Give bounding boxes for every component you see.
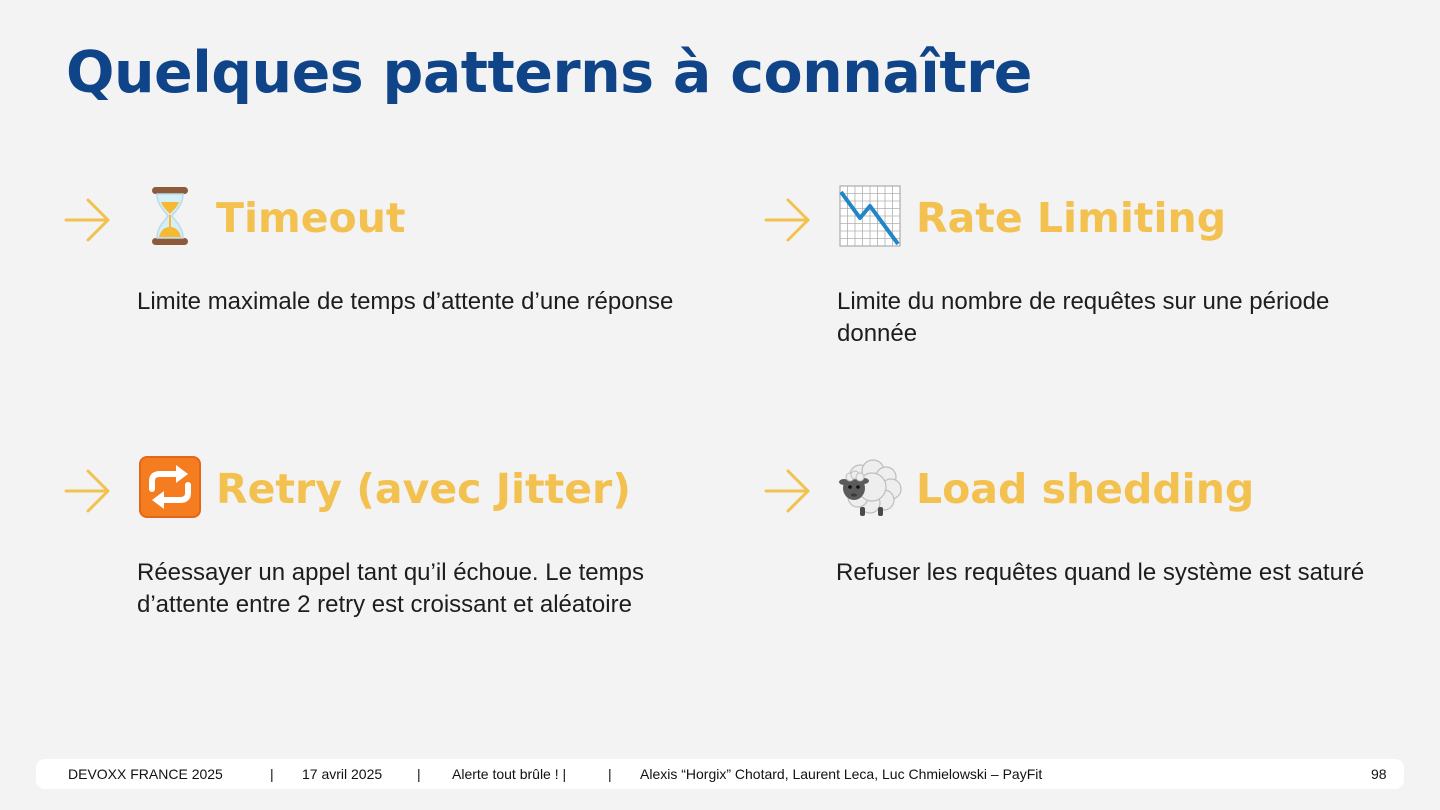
footer-separator: | xyxy=(417,766,421,782)
footer-separator: | xyxy=(608,766,612,782)
repeat-arrows-icon xyxy=(138,455,202,519)
footer-page-number: 98 xyxy=(1371,766,1387,782)
arrow-right-icon xyxy=(764,467,812,515)
pattern-title: Load shedding xyxy=(916,465,1255,513)
footer-authors: Alexis “Horgix” Chotard, Laurent Leca, Luc Chmielowski – PayFit xyxy=(640,766,1043,782)
footer-bar xyxy=(36,759,1404,789)
pattern-description: Réessayer un appel tant qu’il échoue. Le temps d’attente entre 2 retry est croissant et aléatoire xyxy=(137,559,644,618)
arrow-right-icon xyxy=(64,467,112,515)
pattern-title: Retry (avec Jitter) xyxy=(216,465,631,513)
arrow-right-icon xyxy=(764,196,812,244)
sheep-icon xyxy=(838,455,902,519)
arrow-right-icon xyxy=(64,196,112,244)
pattern-title: Rate Limiting xyxy=(916,194,1227,242)
footer-talk-title: Alerte tout brûle ! | xyxy=(452,766,567,782)
footer-separator: | xyxy=(270,766,274,782)
pattern-title: Timeout xyxy=(216,194,406,242)
pattern-description: Limite maximale de temps d’attente d’une réponse xyxy=(137,288,674,315)
pattern-description: Limite du nombre de requêtes sur une période donnée xyxy=(837,288,1330,347)
footer-event: DEVOXX FRANCE 2025 xyxy=(68,766,223,782)
hourglass-icon xyxy=(138,184,202,248)
slide-title: Quelques patterns à connaître xyxy=(66,40,1032,106)
chart-decreasing-icon xyxy=(838,184,902,248)
pattern-description: Refuser les requêtes quand le système est saturé xyxy=(836,559,1365,586)
footer-date: 17 avril 2025 xyxy=(302,766,383,782)
